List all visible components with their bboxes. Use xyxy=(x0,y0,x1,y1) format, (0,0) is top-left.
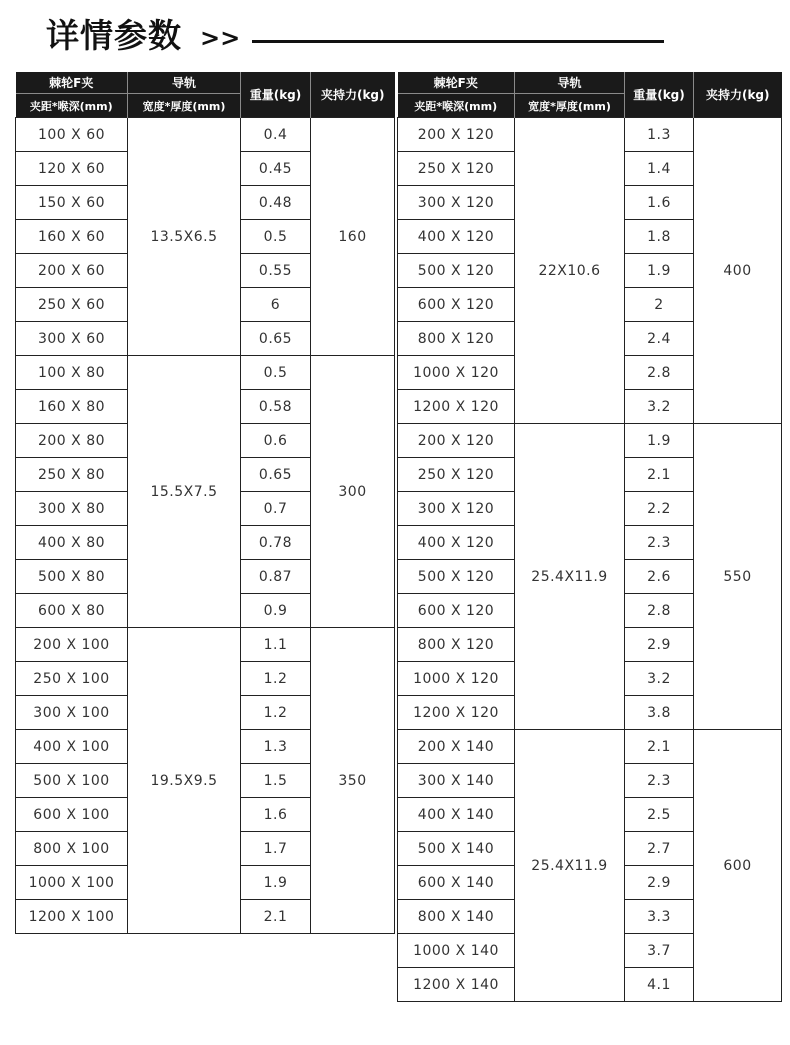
header-rail-size: 宽度*厚度(mm) xyxy=(515,94,625,118)
clamp-size-cell: 250 X 120 xyxy=(398,458,515,492)
clamp-size-cell: 1200 X 120 xyxy=(398,390,515,424)
clamp-size-cell: 300 X 140 xyxy=(398,764,515,798)
header-rail: 导轨 xyxy=(515,72,625,94)
clamp-size-cell: 200 X 120 xyxy=(398,118,515,152)
clamp-size-cell: 100 X 60 xyxy=(16,118,128,152)
clamp-size-cell: 1200 X 100 xyxy=(16,900,128,934)
header-clamp-size: 夹距*喉深(mm) xyxy=(398,94,515,118)
spec-table-right-body xyxy=(398,118,782,1002)
clamp-size-cell: 160 X 80 xyxy=(16,390,128,424)
clamp-size-cell: 400 X 100 xyxy=(16,730,128,764)
weight-cell: 2.1 xyxy=(241,900,311,934)
weight-cell: 2.6 xyxy=(625,560,694,594)
clamp-size-cell: 160 X 60 xyxy=(16,220,128,254)
clamp-size-cell: 500 X 80 xyxy=(16,560,128,594)
weight-cell: 0.78 xyxy=(241,526,311,560)
weight-cell: 1.9 xyxy=(241,866,311,900)
clamp-size-cell: 500 X 120 xyxy=(398,560,515,594)
weight-cell: 1.3 xyxy=(241,730,311,764)
clamp-size-cell: 1000 X 120 xyxy=(398,356,515,390)
clamp-size-cell: 800 X 100 xyxy=(16,832,128,866)
clamp-size-cell: 300 X 120 xyxy=(398,186,515,220)
weight-cell: 2.1 xyxy=(625,458,694,492)
clamp-size-cell: 1000 X 100 xyxy=(16,866,128,900)
weight-cell: 2.8 xyxy=(625,356,694,390)
spec-table-left-body xyxy=(16,118,395,934)
clamp-force-cell: 300 xyxy=(311,356,395,628)
weight-cell: 2.7 xyxy=(625,832,694,866)
weight-cell: 0.6 xyxy=(241,424,311,458)
clamp-size-cell: 800 X 120 xyxy=(398,322,515,356)
clamp-size-cell: 100 X 80 xyxy=(16,356,128,390)
weight-cell: 2 xyxy=(625,288,694,322)
weight-cell: 0.9 xyxy=(241,594,311,628)
header-rail: 导轨 xyxy=(128,72,241,94)
clamp-size-cell: 1000 X 120 xyxy=(398,662,515,696)
clamp-size-cell: 1200 X 120 xyxy=(398,696,515,730)
weight-cell: 1.4 xyxy=(625,152,694,186)
clamp-size-cell: 200 X 80 xyxy=(16,424,128,458)
title-arrow: >> xyxy=(200,24,241,52)
clamp-size-cell: 300 X 100 xyxy=(16,696,128,730)
header-weight: 重量(kg) xyxy=(241,72,311,118)
clamp-size-cell: 250 X 60 xyxy=(16,288,128,322)
weight-cell: 1.9 xyxy=(625,254,694,288)
weight-cell: 0.65 xyxy=(241,458,311,492)
table-row xyxy=(16,628,395,662)
weight-cell: 1.3 xyxy=(625,118,694,152)
clamp-size-cell: 500 X 120 xyxy=(398,254,515,288)
spec-table-right xyxy=(397,72,782,1002)
weight-cell: 3.7 xyxy=(625,934,694,968)
weight-cell: 1.6 xyxy=(625,186,694,220)
clamp-size-cell: 120 X 60 xyxy=(16,152,128,186)
title-divider-line xyxy=(252,40,664,43)
clamp-size-cell: 200 X 140 xyxy=(398,730,515,764)
clamp-force-cell: 400 xyxy=(694,118,782,424)
weight-cell: 1.2 xyxy=(241,662,311,696)
clamp-size-cell: 800 X 140 xyxy=(398,900,515,934)
clamp-size-cell: 600 X 100 xyxy=(16,798,128,832)
table-row xyxy=(398,730,782,764)
clamp-size-cell: 250 X 80 xyxy=(16,458,128,492)
weight-cell: 0.87 xyxy=(241,560,311,594)
clamp-force-cell: 550 xyxy=(694,424,782,730)
page-title: 详情参数 xyxy=(46,16,182,55)
weight-cell: 3.2 xyxy=(625,390,694,424)
clamp-size-cell: 150 X 60 xyxy=(16,186,128,220)
weight-cell: 1.1 xyxy=(241,628,311,662)
header-clamp-force: 夹持力(kg) xyxy=(694,72,782,118)
clamp-size-cell: 600 X 140 xyxy=(398,866,515,900)
weight-cell: 2.2 xyxy=(625,492,694,526)
weight-cell: 3.8 xyxy=(625,696,694,730)
clamp-size-cell: 400 X 140 xyxy=(398,798,515,832)
weight-cell: 0.45 xyxy=(241,152,311,186)
clamp-size-cell: 600 X 120 xyxy=(398,594,515,628)
weight-cell: 1.6 xyxy=(241,798,311,832)
table-row xyxy=(16,118,395,152)
spec-table-left xyxy=(15,72,395,934)
header-clamp-force: 夹持力(kg) xyxy=(311,72,395,118)
header-clamp-type: 棘轮F夹 xyxy=(398,72,515,94)
clamp-force-cell: 160 xyxy=(311,118,395,356)
clamp-size-cell: 1000 X 140 xyxy=(398,934,515,968)
weight-cell: 0.4 xyxy=(241,118,311,152)
weight-cell: 2.8 xyxy=(625,594,694,628)
weight-cell: 4.1 xyxy=(625,968,694,1002)
clamp-size-cell: 400 X 120 xyxy=(398,220,515,254)
rail-size-cell: 15.5X7.5 xyxy=(128,356,241,628)
clamp-force-cell: 350 xyxy=(311,628,395,934)
clamp-size-cell: 500 X 140 xyxy=(398,832,515,866)
weight-cell: 1.8 xyxy=(625,220,694,254)
weight-cell: 0.7 xyxy=(241,492,311,526)
clamp-force-cell: 600 xyxy=(694,730,782,1002)
rail-size-cell: 25.4X11.9 xyxy=(515,730,625,1002)
clamp-size-cell: 300 X 120 xyxy=(398,492,515,526)
weight-cell: 1.9 xyxy=(625,424,694,458)
clamp-size-cell: 800 X 120 xyxy=(398,628,515,662)
weight-cell: 3.2 xyxy=(625,662,694,696)
weight-cell: 2.9 xyxy=(625,866,694,900)
weight-cell: 0.58 xyxy=(241,390,311,424)
rail-size-cell: 13.5X6.5 xyxy=(128,118,241,356)
weight-cell: 6 xyxy=(241,288,311,322)
rail-size-cell: 25.4X11.9 xyxy=(515,424,625,730)
weight-cell: 2.1 xyxy=(625,730,694,764)
header-clamp-size: 夹距*喉深(mm) xyxy=(16,94,128,118)
clamp-size-cell: 300 X 60 xyxy=(16,322,128,356)
clamp-size-cell: 400 X 80 xyxy=(16,526,128,560)
clamp-size-cell: 600 X 120 xyxy=(398,288,515,322)
weight-cell: 0.48 xyxy=(241,186,311,220)
clamp-size-cell: 1200 X 140 xyxy=(398,968,515,1002)
header-weight: 重量(kg) xyxy=(625,72,694,118)
weight-cell: 0.55 xyxy=(241,254,311,288)
weight-cell: 0.5 xyxy=(241,356,311,390)
weight-cell: 2.9 xyxy=(625,628,694,662)
weight-cell: 0.5 xyxy=(241,220,311,254)
table-row xyxy=(398,424,782,458)
clamp-size-cell: 200 X 120 xyxy=(398,424,515,458)
weight-cell: 3.3 xyxy=(625,900,694,934)
table-row xyxy=(398,118,782,152)
clamp-size-cell: 300 X 80 xyxy=(16,492,128,526)
header-rail-size: 宽度*厚度(mm) xyxy=(128,94,241,118)
weight-cell: 0.65 xyxy=(241,322,311,356)
header-clamp-type: 棘轮F夹 xyxy=(16,72,128,94)
rail-size-cell: 22X10.6 xyxy=(515,118,625,424)
rail-size-cell: 19.5X9.5 xyxy=(128,628,241,934)
weight-cell: 2.5 xyxy=(625,798,694,832)
weight-cell: 2.3 xyxy=(625,526,694,560)
clamp-size-cell: 200 X 100 xyxy=(16,628,128,662)
clamp-size-cell: 250 X 120 xyxy=(398,152,515,186)
weight-cell: 2.4 xyxy=(625,322,694,356)
weight-cell: 1.2 xyxy=(241,696,311,730)
weight-cell: 2.3 xyxy=(625,764,694,798)
table-row xyxy=(16,356,395,390)
clamp-size-cell: 250 X 100 xyxy=(16,662,128,696)
weight-cell: 1.5 xyxy=(241,764,311,798)
clamp-size-cell: 400 X 120 xyxy=(398,526,515,560)
clamp-size-cell: 200 X 60 xyxy=(16,254,128,288)
clamp-size-cell: 500 X 100 xyxy=(16,764,128,798)
weight-cell: 1.7 xyxy=(241,832,311,866)
clamp-size-cell: 600 X 80 xyxy=(16,594,128,628)
